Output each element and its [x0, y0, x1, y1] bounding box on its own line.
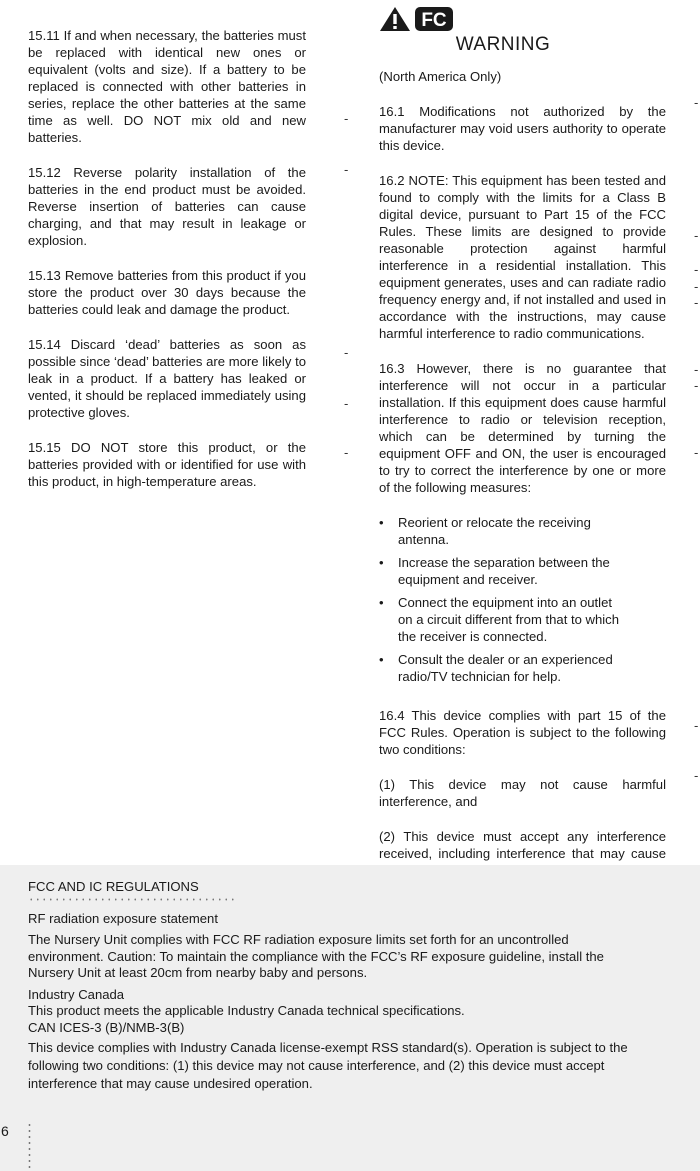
warning-title: WARNING [455, 34, 551, 55]
list-item: • Reorient or relocate the receiving antenna. [379, 515, 591, 547]
section-16-3: 16.3 However, there is no guarantee that interference will not occur in a particular installation. If this equipment does cause harmful interference to radio or television reception, which can be determined by turning the equipment OFF and ON, the user is encouraged to try to correct the interference by one or more of the following measures: [379, 361, 666, 495]
bullet-mark: • [379, 555, 384, 570]
svg-text:FC: FC [421, 10, 447, 31]
margin-hyphen: - [694, 279, 699, 294]
margin-hyphen: - [694, 95, 699, 110]
section-15-15: 15.15 DO NOT store this product, or the batteries provided with or identified for use with this product, in high-temperature areas. [28, 440, 306, 489]
section-16-2: 16.2 NOTE: This equipment has been tested and found to comply with the limits for a Class B digital device, pursuant to Part 15 of the FCC Rules. These limits are designed to provide reasonable protection against harmful interference in a residential installation. This equipment generates, uses and can radiate radio frequency energy and, if not installed and used in accordance with the instructions, may cause harmful interference to radio communications. [379, 173, 666, 341]
margin-hyphen: - [344, 445, 349, 460]
fcc-logo [414, 6, 454, 32]
ic-spec: This product meets the applicable Industry Canada technical specifications. [28, 1003, 465, 1018]
ic-code: CAN ICES-3 (B)/NMB-3(B) [28, 1019, 185, 1035]
margin-hyphen: - [694, 378, 699, 393]
section-15-12: 15.12 Reverse polarity installation of the batteries in the end product must be avoided. Reverse insertion of batteries can cause charging, and that may result in leakage or explosion. [28, 165, 306, 248]
condition-2: (2) This device must accept any interference received, including interference that may cause [379, 829, 666, 861]
vertical-dotted-divider [28, 1122, 31, 1170]
section-16-4: 16.4 This device complies with part 15 of the FCC Rules. Operation is subject to the following two conditions: [379, 708, 666, 757]
condition-1: (1) This device may not cause harmful interference, and [379, 777, 666, 809]
regulations-heading: FCC AND IC REGULATIONS [28, 879, 199, 894]
page-number: 6 [1, 1123, 9, 1139]
regulations-panel [0, 865, 700, 1171]
section-15-13: 15.13 Remove batteries from this product if you store the product over 30 days because the batteries could leak and damage the product. [28, 268, 306, 317]
rf-heading: RF radiation exposure statement [28, 910, 218, 926]
list-item: • Consult the dealer or an experienced radio/TV technician for help. [379, 652, 613, 684]
margin-hyphen: - [344, 111, 349, 126]
margin-hyphen: - [694, 262, 699, 277]
margin-hyphen: - [694, 295, 699, 310]
bullet-mark: • [379, 595, 384, 610]
margin-hyphen: - [694, 362, 699, 377]
section-15-11: 15.11 If and when necessary, the batteries must be replaced with identical new ones or equivalent (volts and size). If a battery to be replaced is connected with other batteries in series, replace the other batteries at the same time as well. DO NOT mix old and new batteries. [28, 28, 306, 145]
margin-hyphen: - [694, 768, 699, 783]
margin-hyphen: - [694, 228, 699, 243]
ic-statement: This device complies with Industry Canada license-exempt RSS standard(s). Operation is subject to the following two conditions: (1) this device may not cause interference, and (2) this device must accept interference that may cause undesired operation. [28, 1040, 628, 1091]
list-item: • Increase the separation between the equipment and receiver. [379, 555, 610, 587]
margin-hyphen: - [694, 718, 699, 733]
margin-hyphen: - [344, 345, 349, 360]
battery-instructions-column [28, 27, 306, 508]
warning-logos [379, 6, 454, 32]
margin-hyphen: - [694, 445, 699, 460]
section-16-1: 16.1 Modifications not authorized by the manufacturer may void users authority to operate this device. [379, 104, 666, 153]
region-note: (North America Only) [379, 69, 502, 84]
ic-heading: Industry Canada [28, 986, 125, 1002]
list-item: • Connect the equipment into an outlet on a circuit different from that to which the receiver is connected. [379, 595, 620, 644]
section-15-14: 15.14 Discard ‘dead’ batteries as soon as possible since ‘dead’ batteries are more likely to leak in a product. If a battery has leaked or vented, it should be replaced immediately using protective gloves. [28, 337, 306, 420]
rf-statement: The Nursery Unit complies with FCC RF radiation exposure limits set forth for an uncontrolled environment. Caution: To maintain the compliance with the FCC’s RF exposure guideline, install the Nursery Unit at least 20cm from nearby baby and persons. [28, 932, 604, 980]
margin-hyphen: - [344, 162, 349, 177]
interference-measures-list [379, 514, 666, 685]
margin-hyphen: - [344, 396, 349, 411]
bullet-mark: • [379, 515, 384, 530]
warning-triangle-icon [379, 6, 411, 32]
bullet-mark: • [379, 652, 384, 667]
dotted-divider [28, 898, 236, 901]
